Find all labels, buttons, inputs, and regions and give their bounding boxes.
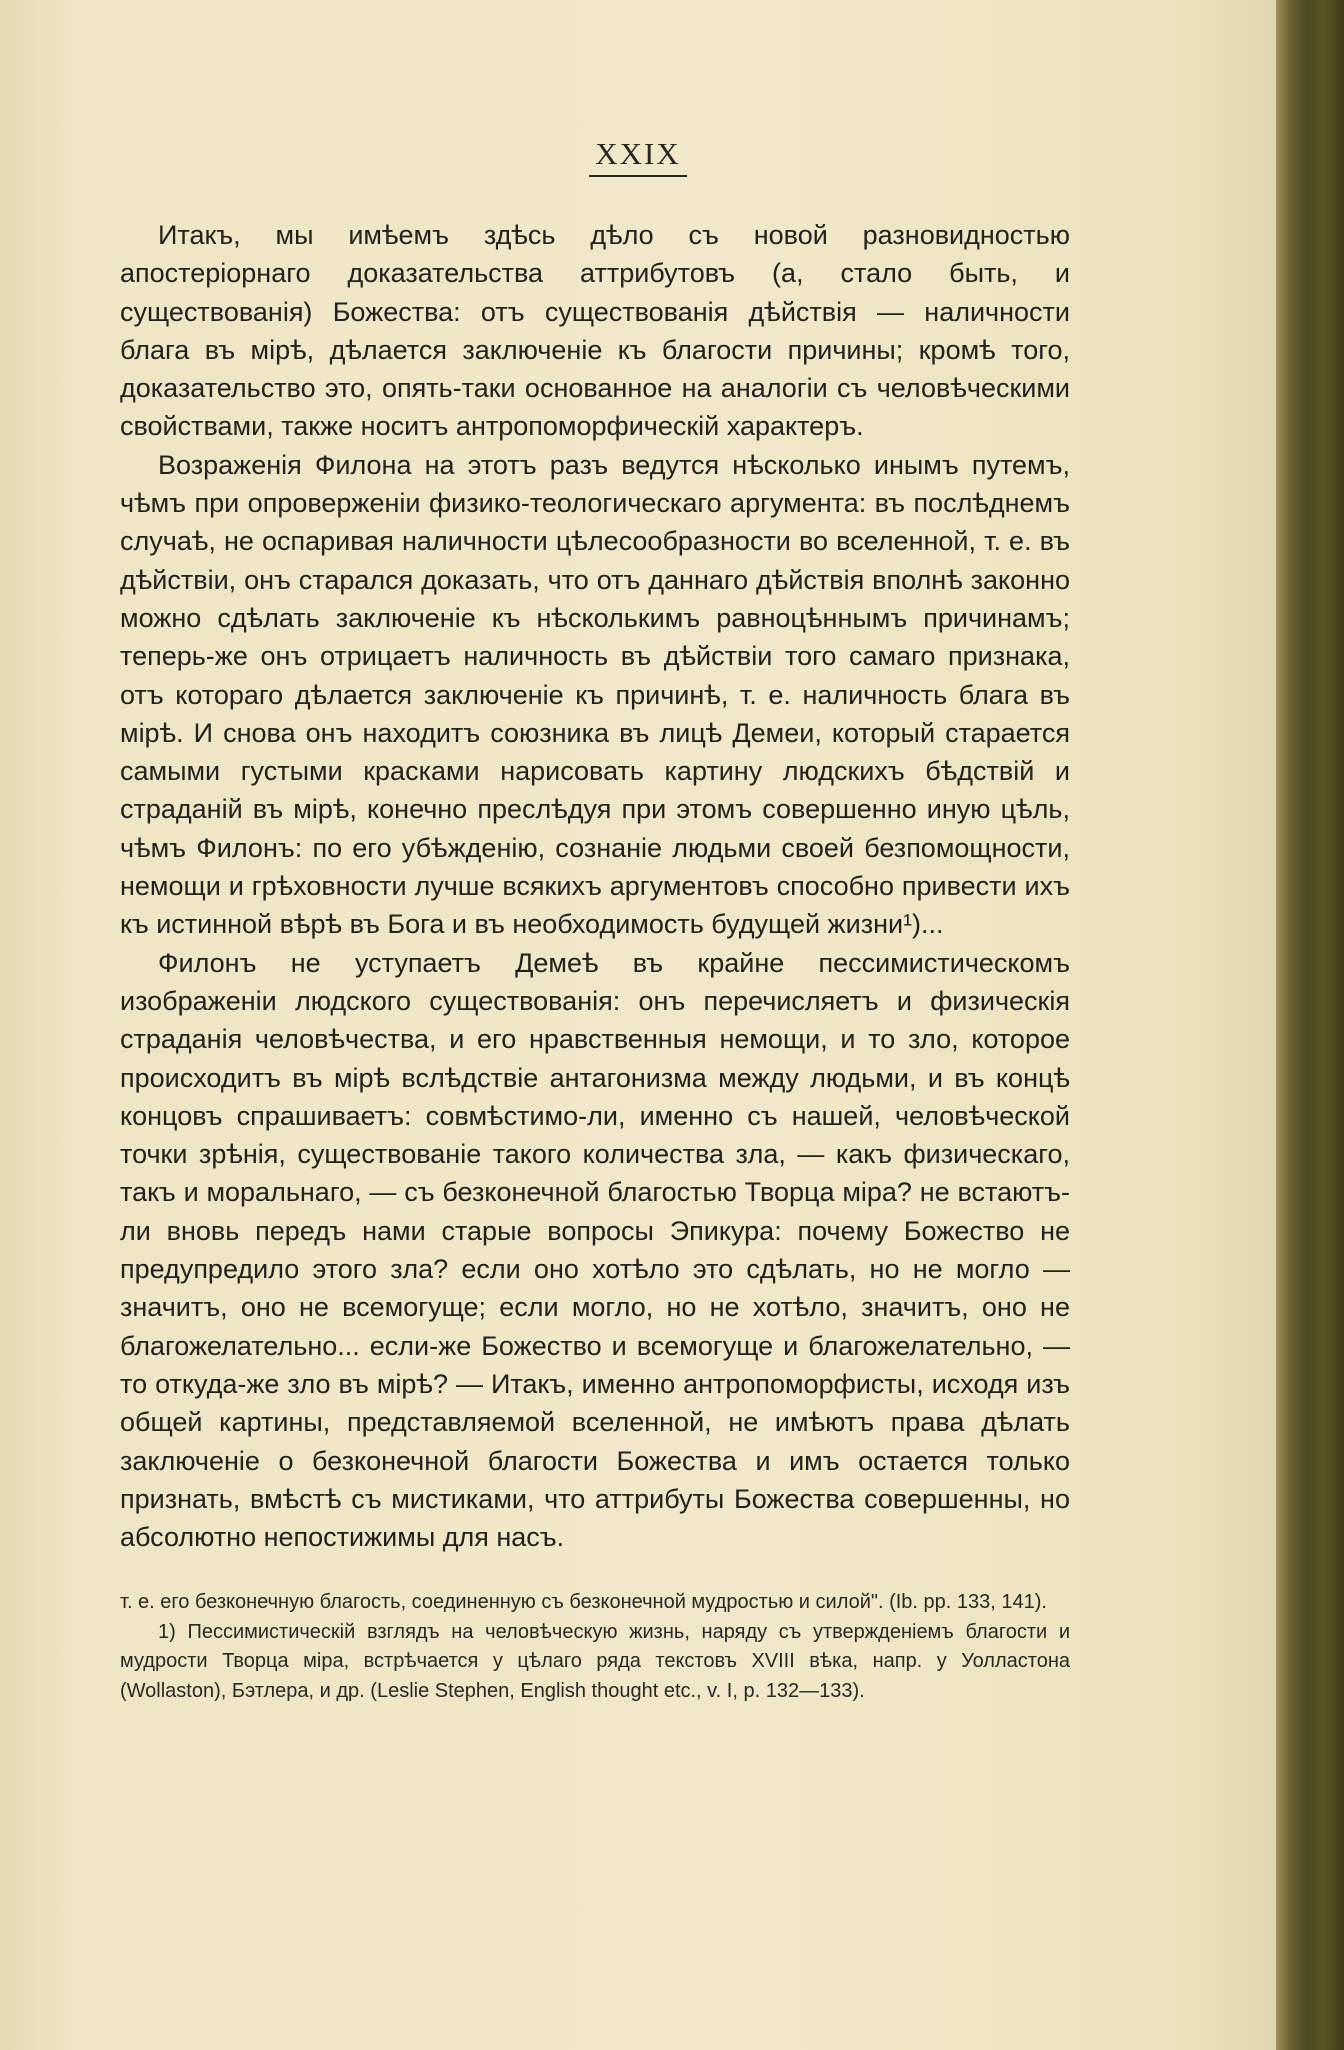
footnote-continued: т. е. его безконечную благость, соединенную съ безконечной мудростью и силой". (Ib. pp. 133, 141). xyxy=(120,1591,1047,1613)
main-text xyxy=(120,216,1070,1556)
footnotes xyxy=(120,1588,1070,1706)
book-binding-edge xyxy=(1276,0,1344,2050)
page-header xyxy=(0,136,1276,172)
paragraph-3: Филонъ не уступаетъ Демеѣ въ крайне пессимистическомъ изображеніи людского существованія: онъ перечисляетъ и физическія страданія человѣчества, и его нравственныя немощи, и то зло, которое происходитъ въ мірѣ вслѣдствіе антагонизма между людьми, и въ концѣ концовъ спрашиваетъ: совмѣстимо-ли, именно съ нашей, человѣческой точки зрѣнія, существованіе такого количества зла, — какъ физическаго, такъ и моральнаго, — съ безконечной благостью Творца міра? не встаютъ-ли вновь передъ нами старые вопросы Эпикура: почему Божество не предупредило этого зла? если оно хотѣло это сдѣлать, но не могло — значитъ, оно не всемогуще; если могло, но не хотѣло, значитъ, оно не благожелательно... если-же Божество и всемогуще и благожелательно, — то откуда-же зло въ мірѣ? — Итакъ, именно антропоморфисты, исходя изъ общей картины, представляемой вселенной, не имѣютъ права дѣлать заключеніе о безконечной благости Божества и имъ остается только признать, вмѣстѣ съ мистиками, что аттрибуты Божества совершенны, но абсолютно непостижимы для насъ. xyxy=(120,947,1070,1553)
footnote-1: 1) Пессимистическій взглядъ на человѣческую жизнь, наряду съ утвержденіемъ благости и мудрости Творца міра, встрѣчается у цѣлаго ряда текстовъ XVIII вѣка, напр. у Уолластона (Wollaston), Бэтлера, и др. (Leslie Stephen, English thought etc., v. I, p. 132—133). xyxy=(120,1620,1070,1702)
paragraph-2: Возраженія Филона на этотъ разъ ведутся нѣсколько инымъ путемъ, чѣмъ при опроверженіи физико-теологическаго аргумента: въ послѣднемъ случаѣ, не оспаривая наличности цѣлесообразности во вселенной, т. е. въ дѣйствіи, онъ старался доказать, что отъ даннаго дѣйствія вполнѣ законно можно сдѣлать заключеніе къ нѣсколькимъ равноцѣннымъ причинамъ; теперь-же онъ отрицаетъ наличность въ дѣйствіи того самаго признака, отъ котораго дѣлается заключеніе къ причинѣ, т. е. наличность блага въ мірѣ. И снова онъ находитъ союзника въ лицѣ Демеи, который старается самыми густыми красками нарисовать картину людскихъ бѣдствій и страданій въ мірѣ, конечно преслѣдуя при этомъ совершенно иную цѣль, чѣмъ Филонъ: по его убѣжденію, сознаніе людьми своей безпомощности, немощи и грѣховности лучше всякихъ аргументовъ способно привести ихъ къ истинной вѣрѣ въ Бога и въ необходимость будущей жизни¹)... xyxy=(120,449,1070,940)
paragraph-1: Итакъ, мы имѣемъ здѣсь дѣло съ новой разновидностью апостеріорнаго доказательства аттрибутовъ (а, стало быть, и существованія) Божества: отъ существованія дѣйствія — наличности блага въ мірѣ, дѣлается заключеніе къ благости причины; кромѣ того, доказательство это, опять-таки основанное на аналогіи съ человѣческими свойствами, также носитъ антропоморфическій характеръ. xyxy=(120,220,1070,442)
page-number: XXIX xyxy=(589,136,687,177)
